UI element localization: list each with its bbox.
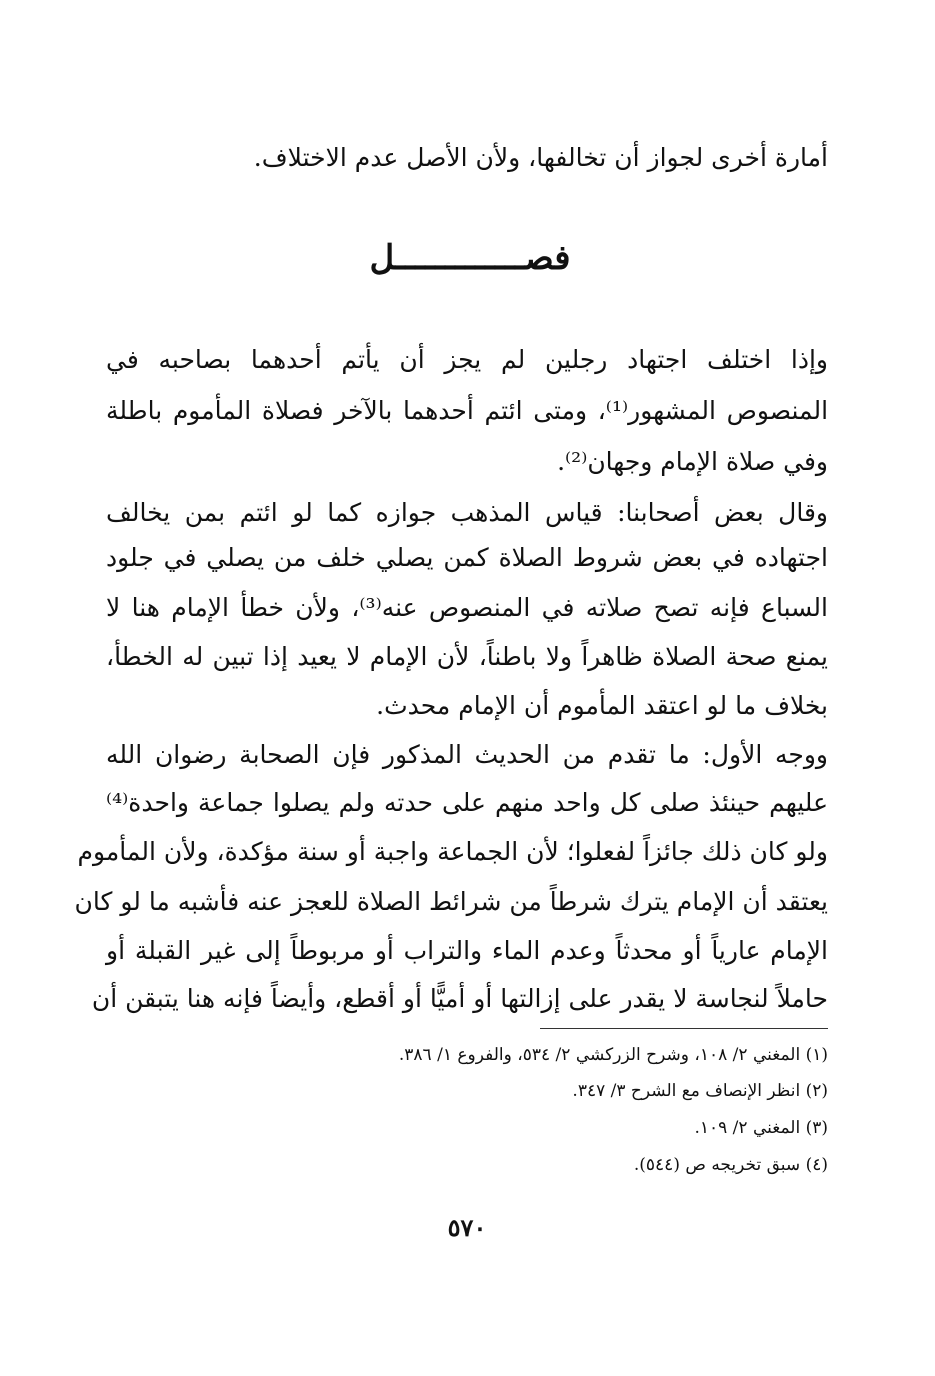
paragraph2-line-1: وقال بعض أصحابنا: قياس المذهب جوازه كما لو ائتم بمن يخالف bbox=[106, 498, 828, 527]
paragraph2-line-5: بخلاف ما لو اعتقد المأموم أن الإمام محدث. bbox=[376, 691, 828, 720]
footnote-3: (٣) المغني ٢/ ١٠٩. bbox=[694, 1118, 828, 1138]
footnote-separator bbox=[540, 1028, 828, 1029]
paragraph1-line-3: وفي صلاة الإمام وجهان⁽²⁾. bbox=[557, 447, 828, 476]
paragraph2-line-3: السباع فإنه تصح صلاته في المنصوص عنه⁽³⁾، ولأن خطأ الإمام هنا لا bbox=[106, 593, 828, 622]
paragraph2-line-2: اجتهاده في بعض شروط الصلاة كمن يصلي خلف من يصلي في جلود bbox=[106, 543, 828, 572]
footnote-2: (٢) انظر الإنصاف مع الشرح ٣/ ٣٤٧. bbox=[572, 1081, 828, 1101]
footnote-1: (١) المغني ٢/ ١٠٨، وشرح الزركشي ٢/ ٥٣٤، والفروع ١/ ٣٨٦. bbox=[398, 1045, 828, 1065]
paragraph3-line-3: ولو كان ذلك جائزاً لفعلوا؛ لأن الجماعة واجبة أو سنة مؤكدة، ولأن المأموم bbox=[77, 837, 828, 866]
page-number: ٥٧٠ bbox=[447, 1213, 487, 1242]
section-heading: فصـــــــــــــل bbox=[369, 238, 571, 278]
paragraph1-line-2: المنصوص المشهور⁽¹⁾، ومتى ائتم أحدهما بالآخر فصلاة المأموم باطلة bbox=[106, 396, 829, 425]
footnote-4: (٤) سبق تخريجه ص (٥٤٤). bbox=[633, 1155, 828, 1175]
paragraph3-line-1: ووجه الأول: ما تقدم من الحديث المذكور فإن الصحابة رضوان الله bbox=[106, 740, 828, 769]
paragraph1-line-1: وإذا اختلف اجتهاد رجلين لم يجز أن يأتم أحدهما بصاحبه في bbox=[106, 345, 828, 374]
paragraph2-line-4: يمنع صحة الصلاة ظاهراً ولا باطناً، لأن الإمام لا يعيد إذا تبين له الخطأ، bbox=[106, 642, 828, 671]
paragraph3-line-4: يعتقد أن الإمام يترك شرطاً من شرائط الصلاة للعجز عنه فأشبه ما لو كان bbox=[74, 887, 828, 916]
paragraph3-line-2: عليهم حينئذ صلى كل واحد منهم على حدته ولم يصلوا جماعة واحدة⁽⁴⁾ bbox=[106, 788, 828, 817]
paragraph3-line-5: الإمام عارياً أو محدثاً وعدم الماء والتراب أو مربوطاً إلى غير القبلة أو bbox=[106, 936, 828, 965]
intro-line: أمارة أخرى لجواز أن تخالفها، ولأن الأصل عدم الاختلاف. bbox=[253, 143, 828, 172]
paragraph3-line-6: حاملاً لنجاسة لا يقدر على إزالتها أو أميًّا أو أقطع، وأيضاً فإنه هنا يتبقن أن bbox=[91, 984, 828, 1013]
